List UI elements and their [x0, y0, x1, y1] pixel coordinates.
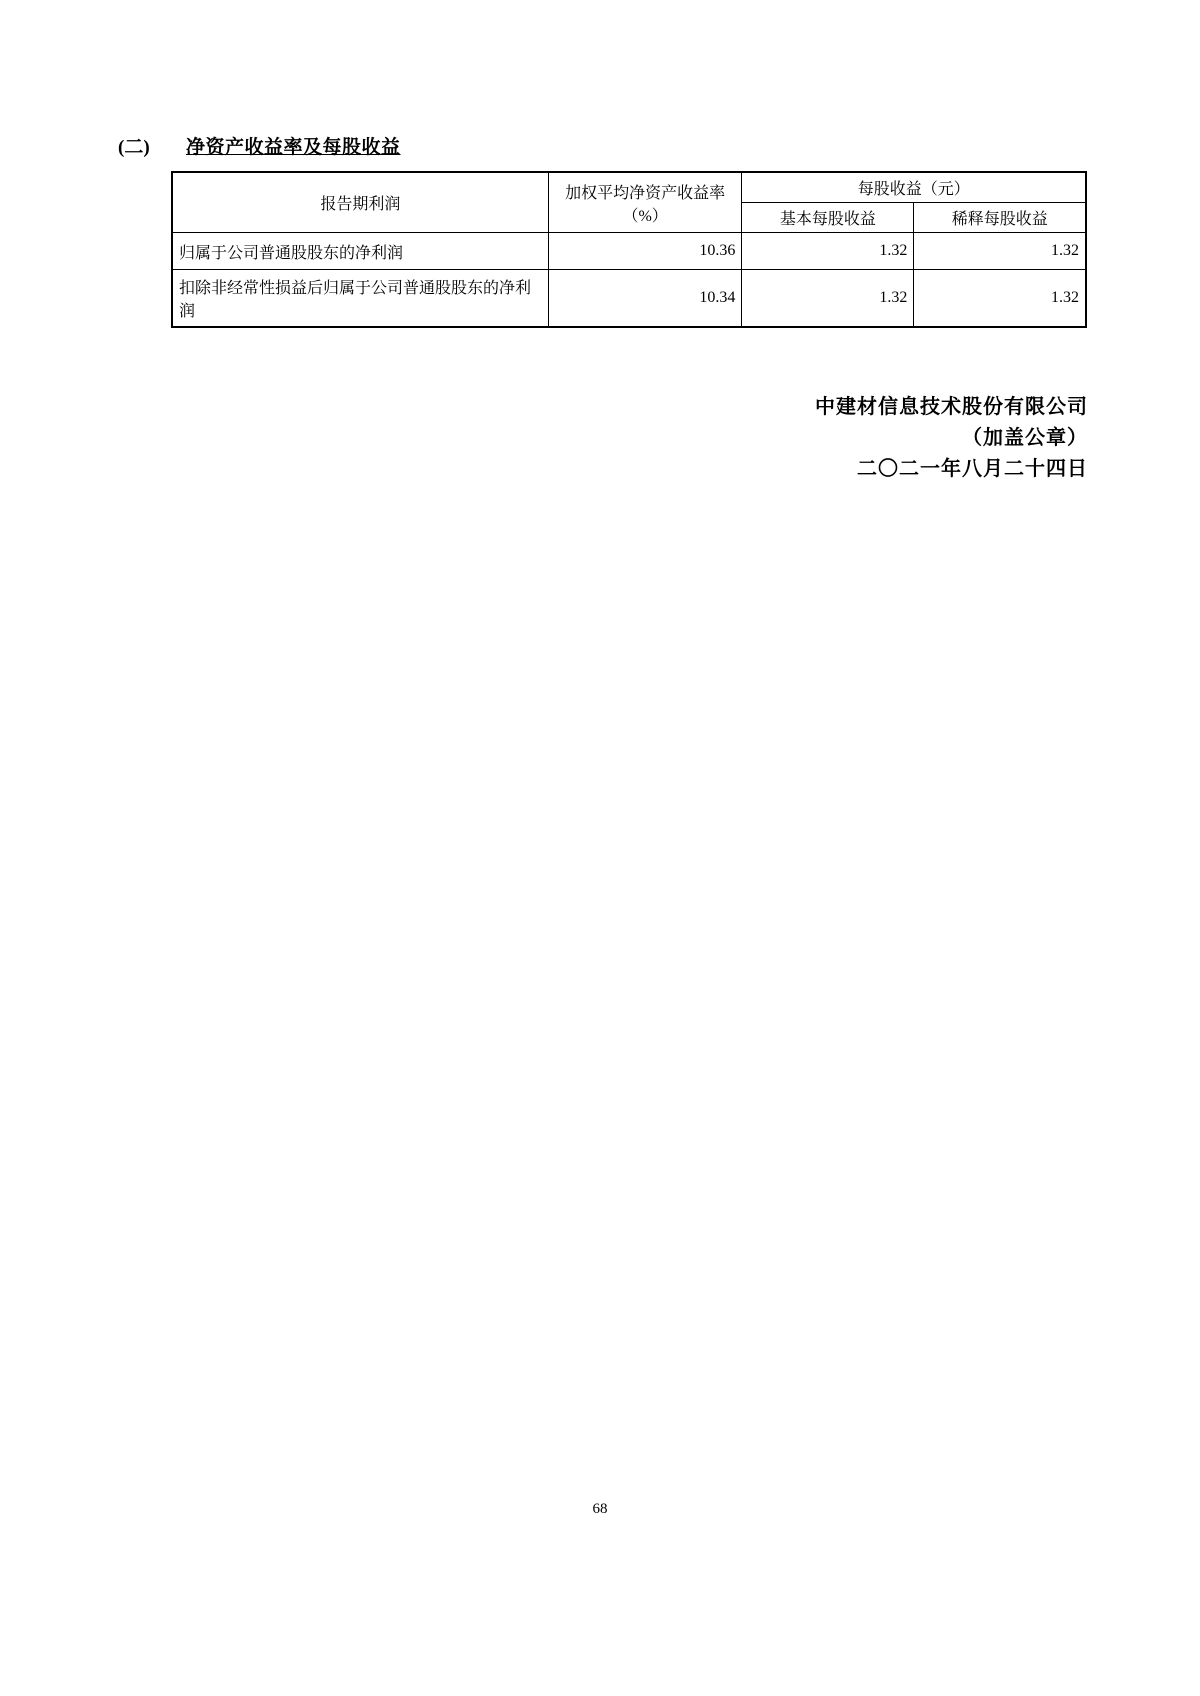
row-roe: 10.34 — [548, 270, 742, 328]
table-row — [172, 270, 1086, 328]
section-number: (二) — [118, 137, 150, 158]
table-row — [172, 233, 1086, 270]
row-eps-diluted: 1.32 — [914, 233, 1086, 270]
signature-date: 二〇二一年八月二十四日 — [857, 458, 1088, 480]
page-number: 68 — [592, 1501, 608, 1517]
roe-eps-table — [171, 171, 1087, 328]
section-title: 净资产收益率及每股收益 — [186, 137, 401, 158]
section-heading — [118, 132, 1088, 159]
header-eps-diluted: 稀释每股收益 — [914, 203, 1086, 233]
header-profit: 报告期利润 — [172, 172, 548, 233]
row-label: 归属于公司普通股股东的净利润 — [172, 233, 548, 270]
row-roe: 10.36 — [548, 233, 742, 270]
row-eps-basic: 1.32 — [742, 270, 914, 328]
row-eps-basic: 1.32 — [742, 233, 914, 270]
page-content — [118, 132, 1088, 328]
signature-block — [815, 392, 1088, 485]
company-name: 中建材信息技术股份有限公司 — [815, 396, 1088, 418]
table-header-row-1 — [172, 172, 1086, 203]
row-eps-diluted: 1.32 — [914, 270, 1086, 328]
row-label: 扣除非经常性损益后归属于公司普通股股东的净利润 — [172, 270, 548, 328]
header-eps-group: 每股收益（元） — [742, 172, 1086, 203]
header-roe-line2: （%） — [622, 207, 668, 225]
header-roe-line1: 加权平均净资产收益率 — [565, 184, 726, 202]
header-eps-basic: 基本每股收益 — [742, 203, 914, 233]
seal-note: （加盖公章） — [962, 427, 1088, 449]
header-roe — [548, 172, 742, 233]
